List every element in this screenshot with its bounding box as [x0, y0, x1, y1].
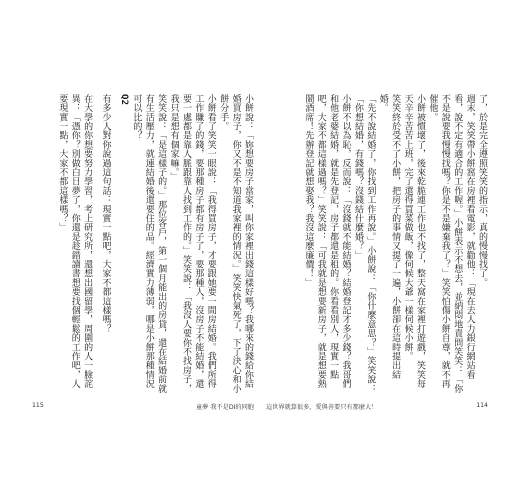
paragraph: 小餅說：「妳想要房子當家，叫你家裡出錢這樣好嗎？我哪來的錢給你結婚買房子，你又不是不知道我家裡的情況。」笑笑快氣死了，下了決心和小餅分手。: [218, 94, 253, 394]
right-page-body: [266, 94, 488, 394]
question-label: Q2: [118, 94, 129, 106]
paragraph: 笑笑終於受不了小餅，把房子的事情又提了一遍，小餅卻在這時提出結婚。: [377, 94, 401, 380]
paragraph: 小餅看了笑笑一眼說：「我得買房子，才要跟她要一間房結婚。我們所得工作賺了的錢，要那種房子都有房子了，要那種人，沒房子不能結婚，還要一處都是靠人脈跟靠人找到工作的。」笑笑說：「我沒人要你不找房子，我只是想有個家嘛。」: [168, 94, 216, 394]
paragraph: 了，於是完全遵照笑笑的指示，真的慢慢找了。: [477, 94, 487, 288]
paragraph: 「先不說結婚了，你找到工作再說。」小餅說：「你什麼意思？」笑笑說：「你想結婚，有錢嗎？沒錢結什麼婚？」: [352, 94, 376, 394]
right-page: [266, 80, 488, 420]
paragraph: 有多少人對你說過這句話：現實一點吧，大家不都這樣嗎？: [100, 94, 111, 334]
left-page: [32, 80, 254, 420]
page-number: 115: [32, 402, 44, 409]
page-number: 114: [476, 402, 488, 409]
paragraph: 週末，笑笑帶小餅窩在房裡看電影，就勸他：「現在去人力銀行網站看看，說不定有適合的工作喔。」小餅表示不想去，並納悶地責問笑笑：「你不是說要我慢慢找嗎？你是不是嫌棄我了？」笑笑怕傷小餅自尊，就不再催他。: [427, 94, 475, 394]
paragraph: 小餅不以為恥，反而說：「沒錢就不能結婚？結婚登記才多少錢？我哥們和他老婆結婚，就是先登記，房子都還是租的。你看看別人，現實一點吧，大家不都這樣過嗎？」笑笑說：「可我就是想要新房子，就是想要熱鬧酒席！先辦登記就想娶我？我沒這麼廉價！」: [303, 94, 351, 389]
running-head: 這世界就算很多，愛與善要只有那麼大！: [266, 404, 378, 411]
running-head: 童夢 我不是DI的同胞: [195, 404, 254, 411]
paragraph: 小餅被慣壞了，後來乾脆連工作也不找了，整天窩在家裡打遊戲，笑笑每天辛辛苦苦上班，完了還得買菜做飯，像伺候大爺一樣伺候小餅。: [402, 94, 425, 389]
paragraph: 在大學的你想要努力學習，考上研究所，還想出國留學，周圍的人一臉詫異：「憑你？別做白日夢了，你還是趁錯讀書想要找個輕鬆的工作吧，人要現實一點，大家不都這樣嗎？」: [57, 94, 93, 389]
paragraph: 笑笑說：「是這樣子的。」那位客戶，第一個月能出的房貸，還在結婚前就有生活壓力，就連結婚後還要住的品。經濟實力薄弱，哪是小餅那種情況可以比的？: [131, 94, 167, 394]
left-page-body: [32, 94, 254, 394]
